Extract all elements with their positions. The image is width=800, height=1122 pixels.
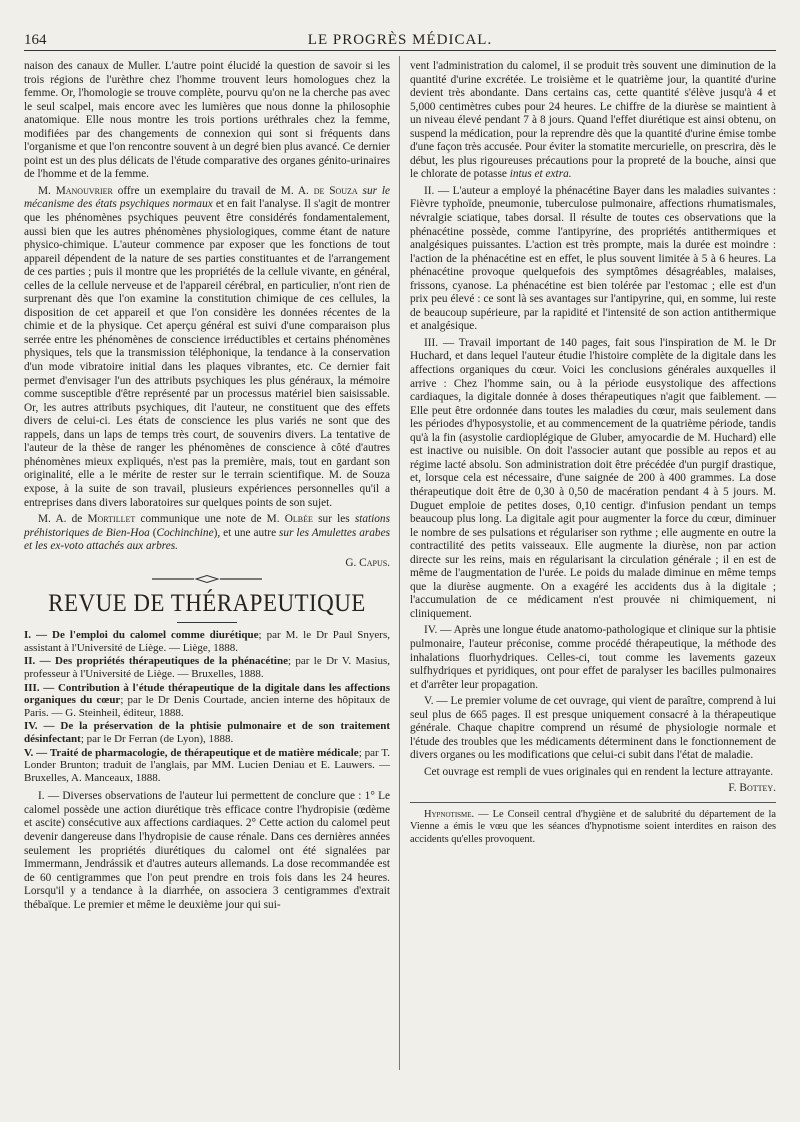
paragraph-phenacetine: II. — L'auteur a employé la phénacétine Bayer dans les maladies suivantes : Fièvre typhoïde, pneumonie, tuberculose pulmonaire, affections rhumatismales, névralgie sciatique, tabes dorsal. Il résulte de toutes ces observations que la phénacétine possède, comme l'antipyrine, des propriétés antithermiques et analgésiques puissantes. L'action est très prompte, mais la durée est moindre : l'action de la phénacétine est en effet, le plus souvent limitée à 5 à 6 heures. La phénacétine provoque quelquefois des symptômes désagréables, malaises, frissons, cyanose. La phénacétine est bien tolérée par l'estomac ; elle est d'un prix peu élevé : ce sont là ses avantages sur l'antipyrine, qui, en somme, lui reste de beaucoup supérieure, par la rapidité et l'intensité de son action antithermique et analgésique. — [410, 184, 776, 333]
paragraph-calomel: I. — Diverses observations de l'auteur lui permettent de conclure que : 1° Le calomel possède une action diurétique très efficace contre l'hydropisie (œdème et ascite) consécutive aux affections cardiaques. 2° Cette action du calomel peut devenir dangereuse dans l'hydropisie de cause rénale. Dans ces dernières années seulement les propriétés diurétiques du calomel ont été signalées par Immermann, Jendrássik et d'autres auteurs allemands. La dose recommandée est de 60 centigrammes que l'on peut prendre en trois fois dans les 24 heures. Lorsqu'il y a tendance à la diarrhée, on associera 3 centigrammes d'extrait thébaïque. Le premier et même le deuxième jour qui sui- — [24, 790, 390, 911]
paragraph-calomel-cont: vent l'administration du calomel, il se produit très souvent une diminution de la quantité d'urine excrétée. Le troisième et le quatrième jour, la quantité d'urine devient très abondante. Dans certains cas, cette quantité s'élève jusqu'à 4 et 5,000 centimètres cubes pour 24 heures. Le chiffre de la diurèse se maintient à un niveau élevé pendant 7 à 8 jours. Quand l'effet diurétique est ainsi obtenu, on suspend la médication, pour la reprendre dès que la quantité d'urine émise tombe d'une façon très accusée. Pour éviter la stomatite mercurielle, on prescrira, dès le début, les plus rigoureuses précautions pour la propreté de la bouche, ainsi que le chlorate de potasse intus et extra. — [410, 60, 776, 181]
paragraph-phtisie: IV. — Après une longue étude anatomo-pathologique et clinique sur la phtisie pulmonaire, l'auteur préconise, comme procédé thérapeutique, la méthode des inhalations fluorhydriques. Celles-ci, tout comme les lavements gazeux sulfhydriques et pyridiques, ont pour effet de paralyser les bacilles pulmonaires et d'arrêter leur propagation. — [410, 624, 776, 691]
header-rule — [24, 50, 776, 51]
paragraph-mortillet: M. A. de Mortillet communique une note de M. Olbée sur les stations préhistoriques de Bien-Hoa (Cochinchine), et une autre sur les Amulettes arabes et les ex-voto attachés aux arbres. — [24, 513, 390, 553]
page-header — [24, 30, 776, 52]
author-name: Olbée — [284, 513, 313, 526]
title-rule — [177, 622, 237, 623]
biblio-item: IV. — De la préservation de la phtisie pulmonaire et de son traitement désinfectant; par le Dr Ferran (de Lyon), 1888. — [24, 720, 390, 745]
bibliography-list — [24, 629, 390, 784]
news-hypnotisme: Hypnotisme. — Le Conseil central d'hygiène et de salubrité du département de la Vienne a émis le vœu que les séances d'hypnotisme soient interdites en raison des accidents qu'elles provoquent. — [410, 808, 776, 845]
signature-bottey: F. Bottey. — [728, 782, 776, 795]
right-column — [410, 60, 776, 849]
paragraph-conclusion: Cet ouvrage est rempli de vues originales qui en rendent la lecture attrayante. — [424, 765, 774, 778]
page-number: 164 — [24, 32, 47, 48]
journal-title: LE PROGRÈS MÉDICAL. — [307, 32, 493, 48]
left-column — [24, 60, 390, 915]
paragraph-manouvrier: M. Manouvrier offre un exemplaire du travail de M. A. de Souza sur le mécanisme des états psychiques normaux et en fait l'analyse. Il s'agit de montrer que les phénomènes psychiques peuvent être considérés fondamentalement, aussi bien que les autres phénomènes physiologiques, comme étant de nature physico-chimique. L'auteur commence par exposer que les fonctions de tout appareil dépendent de la nature de ses parties constituantes et de l'arrangement de ces parties ; puis il montre que les propriétés de la cellule vivante, en général, celles de la cellule nerveuse et de l'appareil cérébral, en particulier, n'ont rien de surprenant dès que l'on examine la constitution chimique de ces cellules, la disposition de cet appareil et que l'on considère les données récentes de la chimie et de la physique. Cet aperçu général est suivi d'une comparaison plus serrée entre les phénomènes de conscience irréductibles et certains phénomènes physiques, tels que la transmission téléphonique, la tendance à la conservation d'un mode vibratoire initial dans les plaques vibrantes, etc. Ce dernier fait permet d'envisager l'un des attributs psychiques les plus généraux, la mémoire comme susceptible d'être représenté par un processus matériel bien saisissable. Or, les autres attributs psychiques, dit l'auteur, ne constituent que des effets divers de celui-ci. Les états de conscience les plus variés ne sont que des rappels, dans un laps de temps très court, de souvenirs divers. La tentative de l'auteur de la thèse de ranger les phénomènes de conscience à côté d'autres phénomènes mieux expliqués, n'est pas la première, mais, tout en gardant son originalité, elle a le mérite de rester sur le terrain scientifique. M. de Souza expose, à la suite de son travail, plusieurs expériences personnelles qu'il a entreprises dans divers laboratoires sur quelques points de son sujet. — [24, 184, 390, 509]
section-title: REVUE DE THÉRAPEUTIQUE — [48, 590, 366, 618]
news-separator — [410, 802, 776, 803]
biblio-item: II. — Des propriétés thérapeutiques de la phénacétine; par le Dr V. Masius, professeur à l'Université de Liège. — Bruxelles, 1888. — [24, 655, 390, 681]
paragraph-digitale: III. — Travail important de 140 pages, fait sous l'inspiration de M. le Dr Huchard, et dans lequel l'auteur étudie l'histoire complète de la digitale dans les affections organiques du cœur. Voici les conclusions générales auxquelles il arrive : Chez l'homme sain, ou à la période eusystolique des affections cardiaques, la digitale donnée à doses thérapeutiques n'agit que faiblement. — Elle peut être ordonnée dans toutes les maladies du cœur, mais seulement dans les périodes d'hyposystolie, et au commencement de la quatrième période, tandis qu'à la fin (asystolie cardioplégique de Gluber, amyocardie de M. Huchard) elle est inactive ou nuisible. On doit l'associer autant que possible au repos et au régime lacté absolu. Son administration doit être précédée d'un purgif drastique, et, lorsque cela est nécessaire, d'une saignée de 200 à 400 grammes. La dose thérapeutique doit être de 0,30 à 0,50 de macération pendant 4 à 5 jours. M. Duguet emploie de petites doses, 0,10 centigr. d'infusion pendant un temps beaucoup plus long. La digitale agit pour augmenter la force du cœur, diminuer le nombre de ses pulsations et régulariser son rythme ; elle augmente en outre la contractilité des petits vaisseaux. Elle augmente la diurèse, non par action directe sur les reins, mais en régularisant la circulation générale ; il en est de même de l'augmentation de l'urée. Le poids du malade diminue en même temps que la diurèse augmente. On a exagéré les accidents dus à la digitale ; l'accumulation de ce médicament n'est prouvée ni chimiquement, ni cliniquement. — [410, 336, 776, 620]
biblio-item: I. — De l'emploi du calomel comme diurétique; par M. le Dr Paul Snyers, assistant à l'Université de Liège. — Liège, 1888. — [24, 629, 390, 654]
biblio-item: III. — Contribution à l'étude thérapeutique de la digitale dans les affections organiques du cœur; par le Dr Denis Courtade, ancien interne des hôpitaux de Paris. — G. Steinheil, éditeur, 1888. — [24, 681, 390, 719]
paragraph-uretre: naison des canaux de Muller. L'autre point élucidé la question de savoir si les trois régions de l'urèthre chez l'homme trouvent leurs homologues chez la femme. Or, l'homologie se trouve complète, pourvu qu'on ne la cherche pas avec le seul scalpel, mais encore avec les lumières que nous donne la philosophie anatomique. Elle nous montre les trois portions uréthrales chez la femme, modifiées par des changements de connexion qui sont si fréquents dans l'organisme et que l'on rencontre souvent à un degré bien plus avancé. Ce dernier point est un des plus délicats de l'étude comparative des organes génito-urinaires de l'homme et de la femme. — [24, 60, 390, 181]
paragraph-pharmacologie: V. — Le premier volume de cet ouvrage, qui vient de paraître, comprend à lui seul plus de 665 pages. Il est presque uniquement consacré à la thérapeutique générale. Chaque chapitre comprend un résumé de physiologie normale et l'étude des troubles que les médicaments déterminent dans le fonctionnement de divers organes ou les modifications que celui-ci subit dans l'état de maladie. — [410, 695, 776, 762]
author-name: M. Manouvrier — [38, 184, 113, 197]
column-divider — [399, 56, 400, 1070]
work-title: sur le mécanisme des états psychiques normaux — [24, 184, 390, 211]
biblio-item: V. — Traité de pharmacologie, de thérapeutique et de matière médicale; par T. Londer Brunton; traduit de l'anglais, par MM. Lucien Deniau et E. Lauwers. — Bruxelles, A. Manceaux, 1888. — [24, 746, 390, 784]
author-name: de Souza — [313, 184, 358, 197]
author-name: Mortillet — [87, 513, 136, 526]
ornament-icon — [152, 575, 262, 583]
ornament-divider — [24, 574, 390, 584]
signature-capus: G. Capus. — [345, 556, 390, 569]
